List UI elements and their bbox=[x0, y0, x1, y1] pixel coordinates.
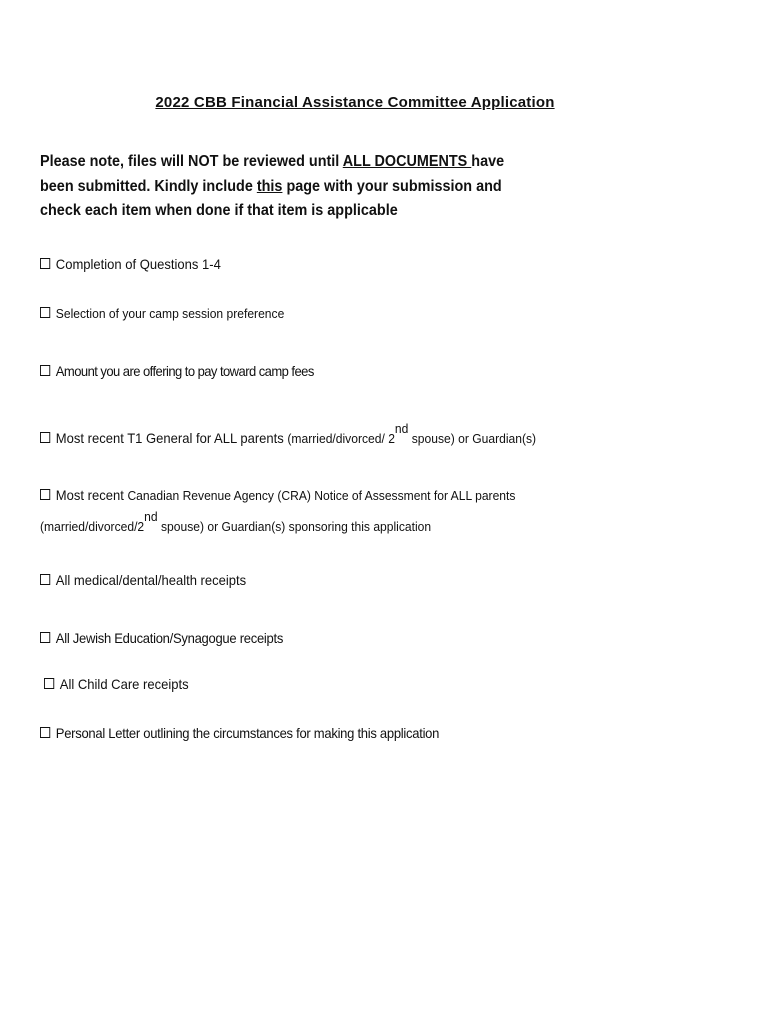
checkbox[interactable] bbox=[40, 307, 50, 318]
checkbox[interactable] bbox=[40, 432, 50, 443]
checklist-item-label: Most recent T1 General for ALL parents bbox=[55, 430, 288, 446]
checklist-item-t1-general[interactable] bbox=[40, 421, 537, 446]
checklist-item-label-detail: (married/divorced/2 bbox=[40, 519, 145, 534]
checklist-item-label-detail: spouse) or Guardian(s) bbox=[408, 431, 537, 446]
checklist-item-cra-notice-line2 bbox=[40, 509, 432, 534]
checklist-item-label: All Jewish Education/Synagogue receipts bbox=[55, 630, 284, 646]
checklist-item-label: All medical/dental/health receipts bbox=[55, 572, 247, 588]
checkbox[interactable] bbox=[40, 258, 50, 269]
checkbox[interactable] bbox=[40, 727, 50, 738]
checklist-item-camp-session[interactable] bbox=[40, 305, 284, 321]
checklist-item-label: Personal Letter outlining the circumstances for making this application bbox=[55, 725, 440, 741]
ordinal-suffix: nd bbox=[144, 509, 158, 524]
checklist-item-label-detail: Canadian Revenue Agency (CRA) Notice of Assessment for ALL parents bbox=[127, 488, 516, 503]
checklist-item-label: Completion of Questions 1-4 bbox=[55, 256, 221, 272]
notice-text-part1: Please note, files will NOT be reviewed until bbox=[40, 153, 343, 170]
checkbox[interactable] bbox=[44, 678, 54, 689]
checklist-item-medical-receipts[interactable] bbox=[40, 572, 246, 588]
notice-text-part2: have been submitted. Kindly include bbox=[40, 153, 505, 195]
checklist-item-label-detail: (married/divorced/ 2 bbox=[287, 431, 395, 446]
checklist-item-questions[interactable] bbox=[40, 256, 221, 272]
checklist-item-label-detail: spouse) or Guardian(s) sponsoring this application bbox=[157, 519, 432, 534]
checklist-item-cra-notice[interactable] bbox=[40, 487, 515, 503]
submission-notice bbox=[40, 150, 508, 224]
checklist-item-label: All Child Care receipts bbox=[59, 676, 189, 692]
checklist-item-amount-offered[interactable] bbox=[40, 363, 314, 379]
checklist-item-personal-letter[interactable] bbox=[40, 725, 439, 741]
ordinal-suffix: nd bbox=[394, 421, 409, 436]
document-title: 2022 CBB Financial Assistance Committee Application bbox=[155, 94, 555, 111]
checklist-item-label: Most recent bbox=[55, 487, 128, 503]
checkbox[interactable] bbox=[40, 489, 50, 500]
notice-text-part3: page with your submission and check each item when done if that item is applicable bbox=[40, 177, 502, 219]
checklist-item-jewish-education[interactable] bbox=[40, 630, 283, 646]
checklist-item-child-care[interactable] bbox=[44, 676, 189, 692]
checkbox[interactable] bbox=[40, 365, 50, 376]
checkbox[interactable] bbox=[40, 574, 50, 585]
checkbox[interactable] bbox=[40, 632, 50, 643]
checklist-item-label: Selection of your camp session preference bbox=[55, 306, 285, 321]
checklist-item-label: Amount you are offering to pay toward camp fees bbox=[55, 363, 314, 379]
notice-this: this bbox=[256, 177, 283, 195]
notice-all-documents: ALL DOCUMENTS bbox=[342, 153, 472, 170]
